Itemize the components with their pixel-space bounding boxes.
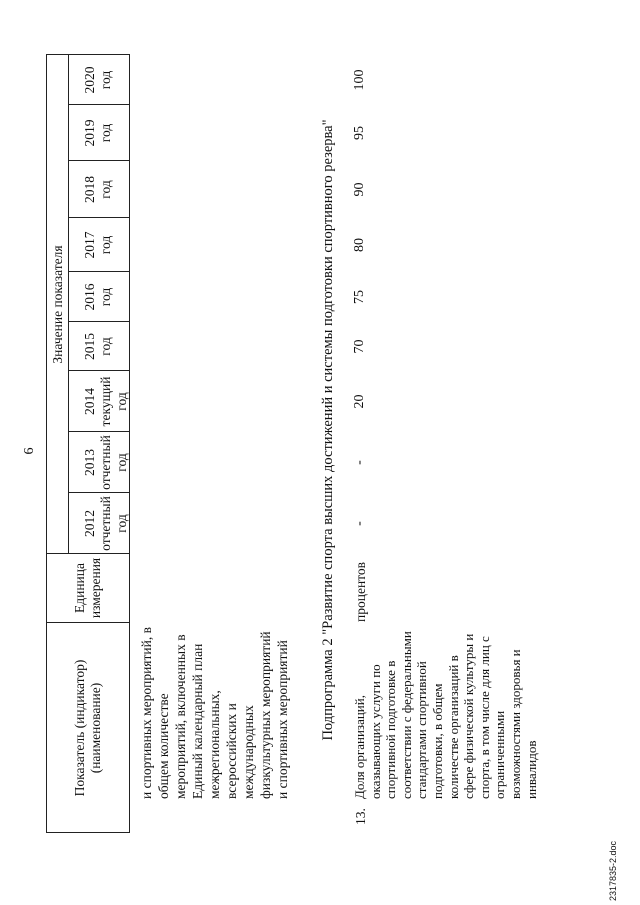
row-13-value-2016: 75 — [352, 290, 367, 304]
header-year-2017: 2017 год — [82, 231, 113, 259]
header-year-2014: 2014 текущий год — [82, 376, 129, 427]
header-year-2012: 2012 отчетный год — [82, 496, 129, 551]
value-group-divider — [68, 55, 69, 554]
row-13-value-2014: 20 — [352, 394, 367, 409]
subprogram-title: Подпрограмма 2 "Развитие спорта высших достижений и системы подготовки спортивного резерва" — [320, 119, 336, 741]
header-year-2020: 2020 год — [82, 66, 113, 94]
continuation-indicator-text: и спортивных мероприятий, в общем количестве мероприятий, включенных в Единый календарный план межрегиональных, всероссийских и международных физкультурных мероприятий и спортивных мероприятий — [139, 627, 290, 799]
header-year-2016: 2016 год — [82, 283, 113, 311]
table-top-border — [46, 55, 47, 833]
document-code: 2317835-2.doc — [608, 840, 618, 901]
header-year-2013: 2013 отчетный год — [82, 435, 129, 490]
row-number: 13. — [353, 808, 368, 825]
page-number: 6 — [22, 447, 37, 455]
row-13-value-2012: - — [352, 521, 367, 526]
row-13-value-2013: - — [352, 460, 367, 465]
header-year-2015: 2015 год — [82, 333, 113, 360]
row-13-value-2020: 100 — [352, 69, 367, 91]
row-13-value-2019: 95 — [352, 126, 367, 140]
row-13-indicator: Доля организаций, оказывающих услуги по спортивной подготовке в соответствии с федеральными стандартами спортивной подготовки, в общем количестве организаций в сфере физической культуры и спорта, в том числе для лиц с ограниченными возможностями здоровья и инвалидов — [352, 631, 539, 799]
header-year-2018: 2018 год — [82, 176, 113, 203]
header-indicator: Показатель (индикатор) (наименование) — [72, 659, 103, 797]
row-13-value-2015: 70 — [352, 339, 367, 354]
col-divider — [46, 832, 130, 833]
row-13-unit: процентов — [353, 561, 368, 622]
row-13-value-2017: 80 — [352, 238, 367, 252]
row-13-value-2018: 90 — [352, 182, 367, 197]
header-unit: Единица измерения — [72, 557, 103, 619]
header-year-2019: 2019 год — [82, 119, 113, 147]
col-divider — [46, 622, 130, 623]
header-value-group: Значение показателя — [50, 245, 65, 364]
